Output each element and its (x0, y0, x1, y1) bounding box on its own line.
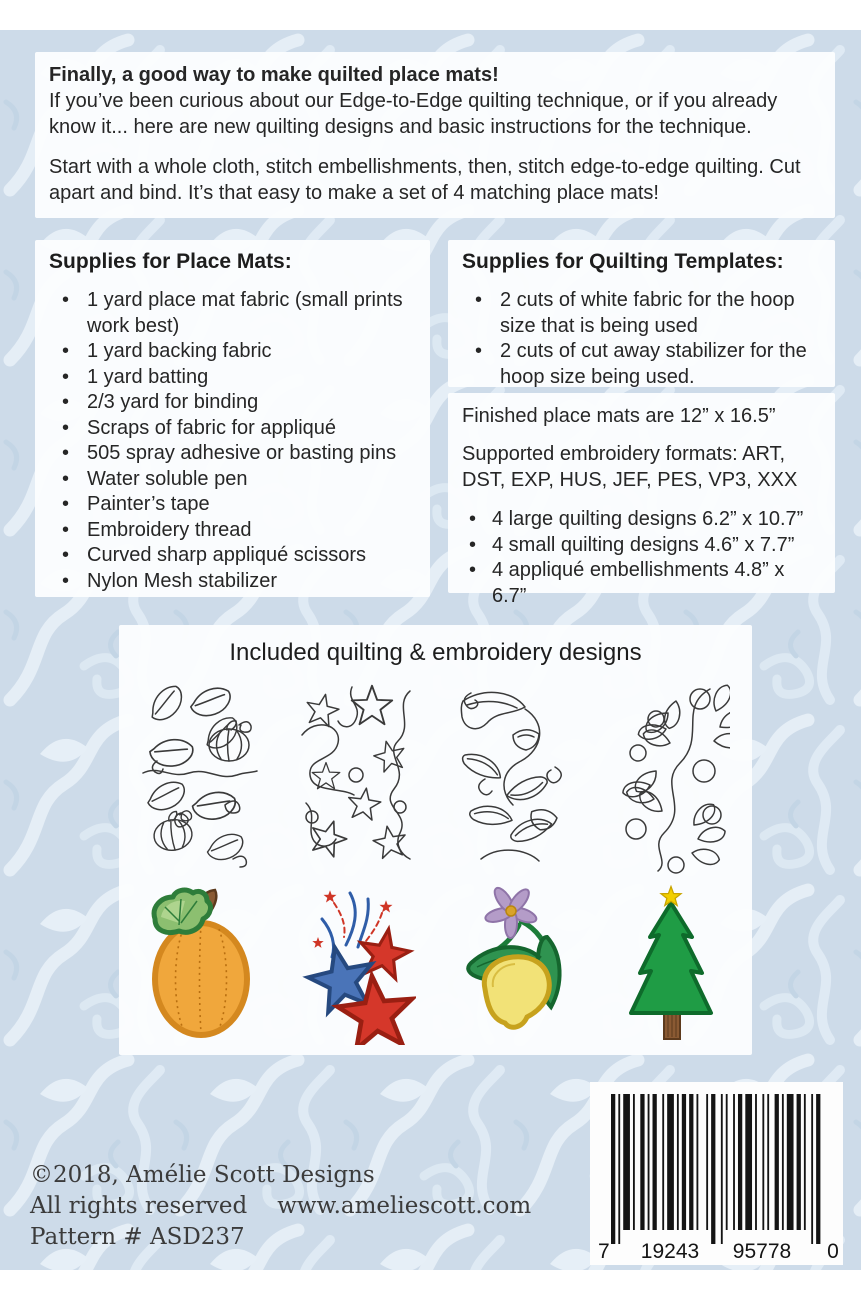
applique-pumpkin (141, 885, 259, 1045)
list-item: • 4 appliqué embellishments 4.8” x 6.7” (462, 558, 821, 609)
list-item: • 4 small quilting designs 4.6” x 7.7” (462, 533, 821, 559)
copyright-line: ©2018, Amélie Scott Designs (30, 1162, 375, 1188)
formats-text: Supported embroidery formats: ART, DST, EXP, HUS, JEF, PES, VP3, XXX (462, 443, 798, 491)
website-text: www.ameliescott.com (277, 1193, 532, 1219)
intro-heading: Finally, a good way to make quilted place mats! (49, 64, 499, 86)
applique-designs-row (119, 885, 752, 1045)
list-item: • Painter’s tape (49, 492, 416, 518)
list-item: • Water soluble pen (49, 467, 416, 493)
included-designs-panel (119, 625, 752, 1055)
quilting-design-star-meander (298, 683, 416, 875)
list-item: • 1 yard backing fabric (49, 339, 416, 365)
list-item: • Embroidery thread (49, 518, 416, 544)
pattern-number: Pattern # ASD237 (30, 1224, 245, 1250)
quilting-design-feather-berry-vine (612, 683, 730, 875)
barcode-digit-left: 7 (598, 1240, 610, 1263)
list-item: • Nylon Mesh stabilizer (49, 569, 416, 595)
list-item: • 1 yard batting (49, 365, 416, 391)
intro-box (35, 52, 835, 218)
applique-christmas-tree (612, 885, 730, 1045)
supplies-place-mats-list (49, 288, 416, 594)
list-item: • 1 yard place mat fabric (small prints work best) (49, 288, 416, 339)
applique-lemon-blossom (455, 885, 573, 1045)
rights-line (30, 1191, 570, 1222)
list-item: • 2/3 yard for binding (49, 390, 416, 416)
rights-text: All rights reserved (30, 1193, 248, 1219)
list-item: • 2 cuts of white fabric for the hoop size that is being used (462, 288, 821, 339)
barcode-group-2: 95778 (732, 1240, 792, 1263)
barcode-digit-right: 0 (827, 1240, 839, 1263)
footer-credits (30, 1160, 570, 1253)
supplies-place-mats-heading: Supplies for Place Mats: (49, 250, 292, 273)
list-item: • Scraps of fabric for appliqué (49, 416, 416, 442)
included-designs-title: Included quilting & embroidery designs (229, 639, 642, 666)
quilting-design-floral-swirl-meander (455, 683, 573, 875)
details-box (448, 393, 835, 607)
list-item: • 2 cuts of cut away stabilizer for the hoop size being used. (462, 339, 821, 390)
finished-size-text: Finished place mats are 12” x 16.5” (462, 405, 776, 427)
list-item: • 4 large quilting designs 6.2” x 10.7” (462, 507, 821, 533)
applique-fireworks-stars (298, 885, 416, 1045)
supplies-templates-heading: Supplies for Quilting Templates: (462, 250, 784, 273)
supplies-place-mats-box (35, 240, 430, 597)
list-item: • Curved sharp appliqué scissors (49, 543, 416, 569)
barcode-group-1: 19243 (640, 1240, 700, 1263)
supplies-templates-list (462, 288, 821, 390)
list-item: • 505 spray adhesive or basting pins (49, 441, 416, 467)
upc-barcode (590, 1082, 843, 1265)
quilting-designs-row (119, 683, 752, 875)
design-counts-list (462, 507, 821, 609)
supplies-templates-box (448, 240, 835, 387)
intro-paragraph-2: Start with a whole cloth, stitch embellishments, then, stitch edge-to-edge quilting. Cut apart and bind. It’s that easy to make a set of 4 matching place mats! (49, 156, 801, 204)
quilting-design-pumpkin-leaf-meander (141, 683, 259, 875)
intro-paragraph-1: If you’ve been curious about our Edge-to-Edge quilting technique, or if you already know it... here are new quilting designs and basic instructions for the technique. (49, 90, 778, 138)
